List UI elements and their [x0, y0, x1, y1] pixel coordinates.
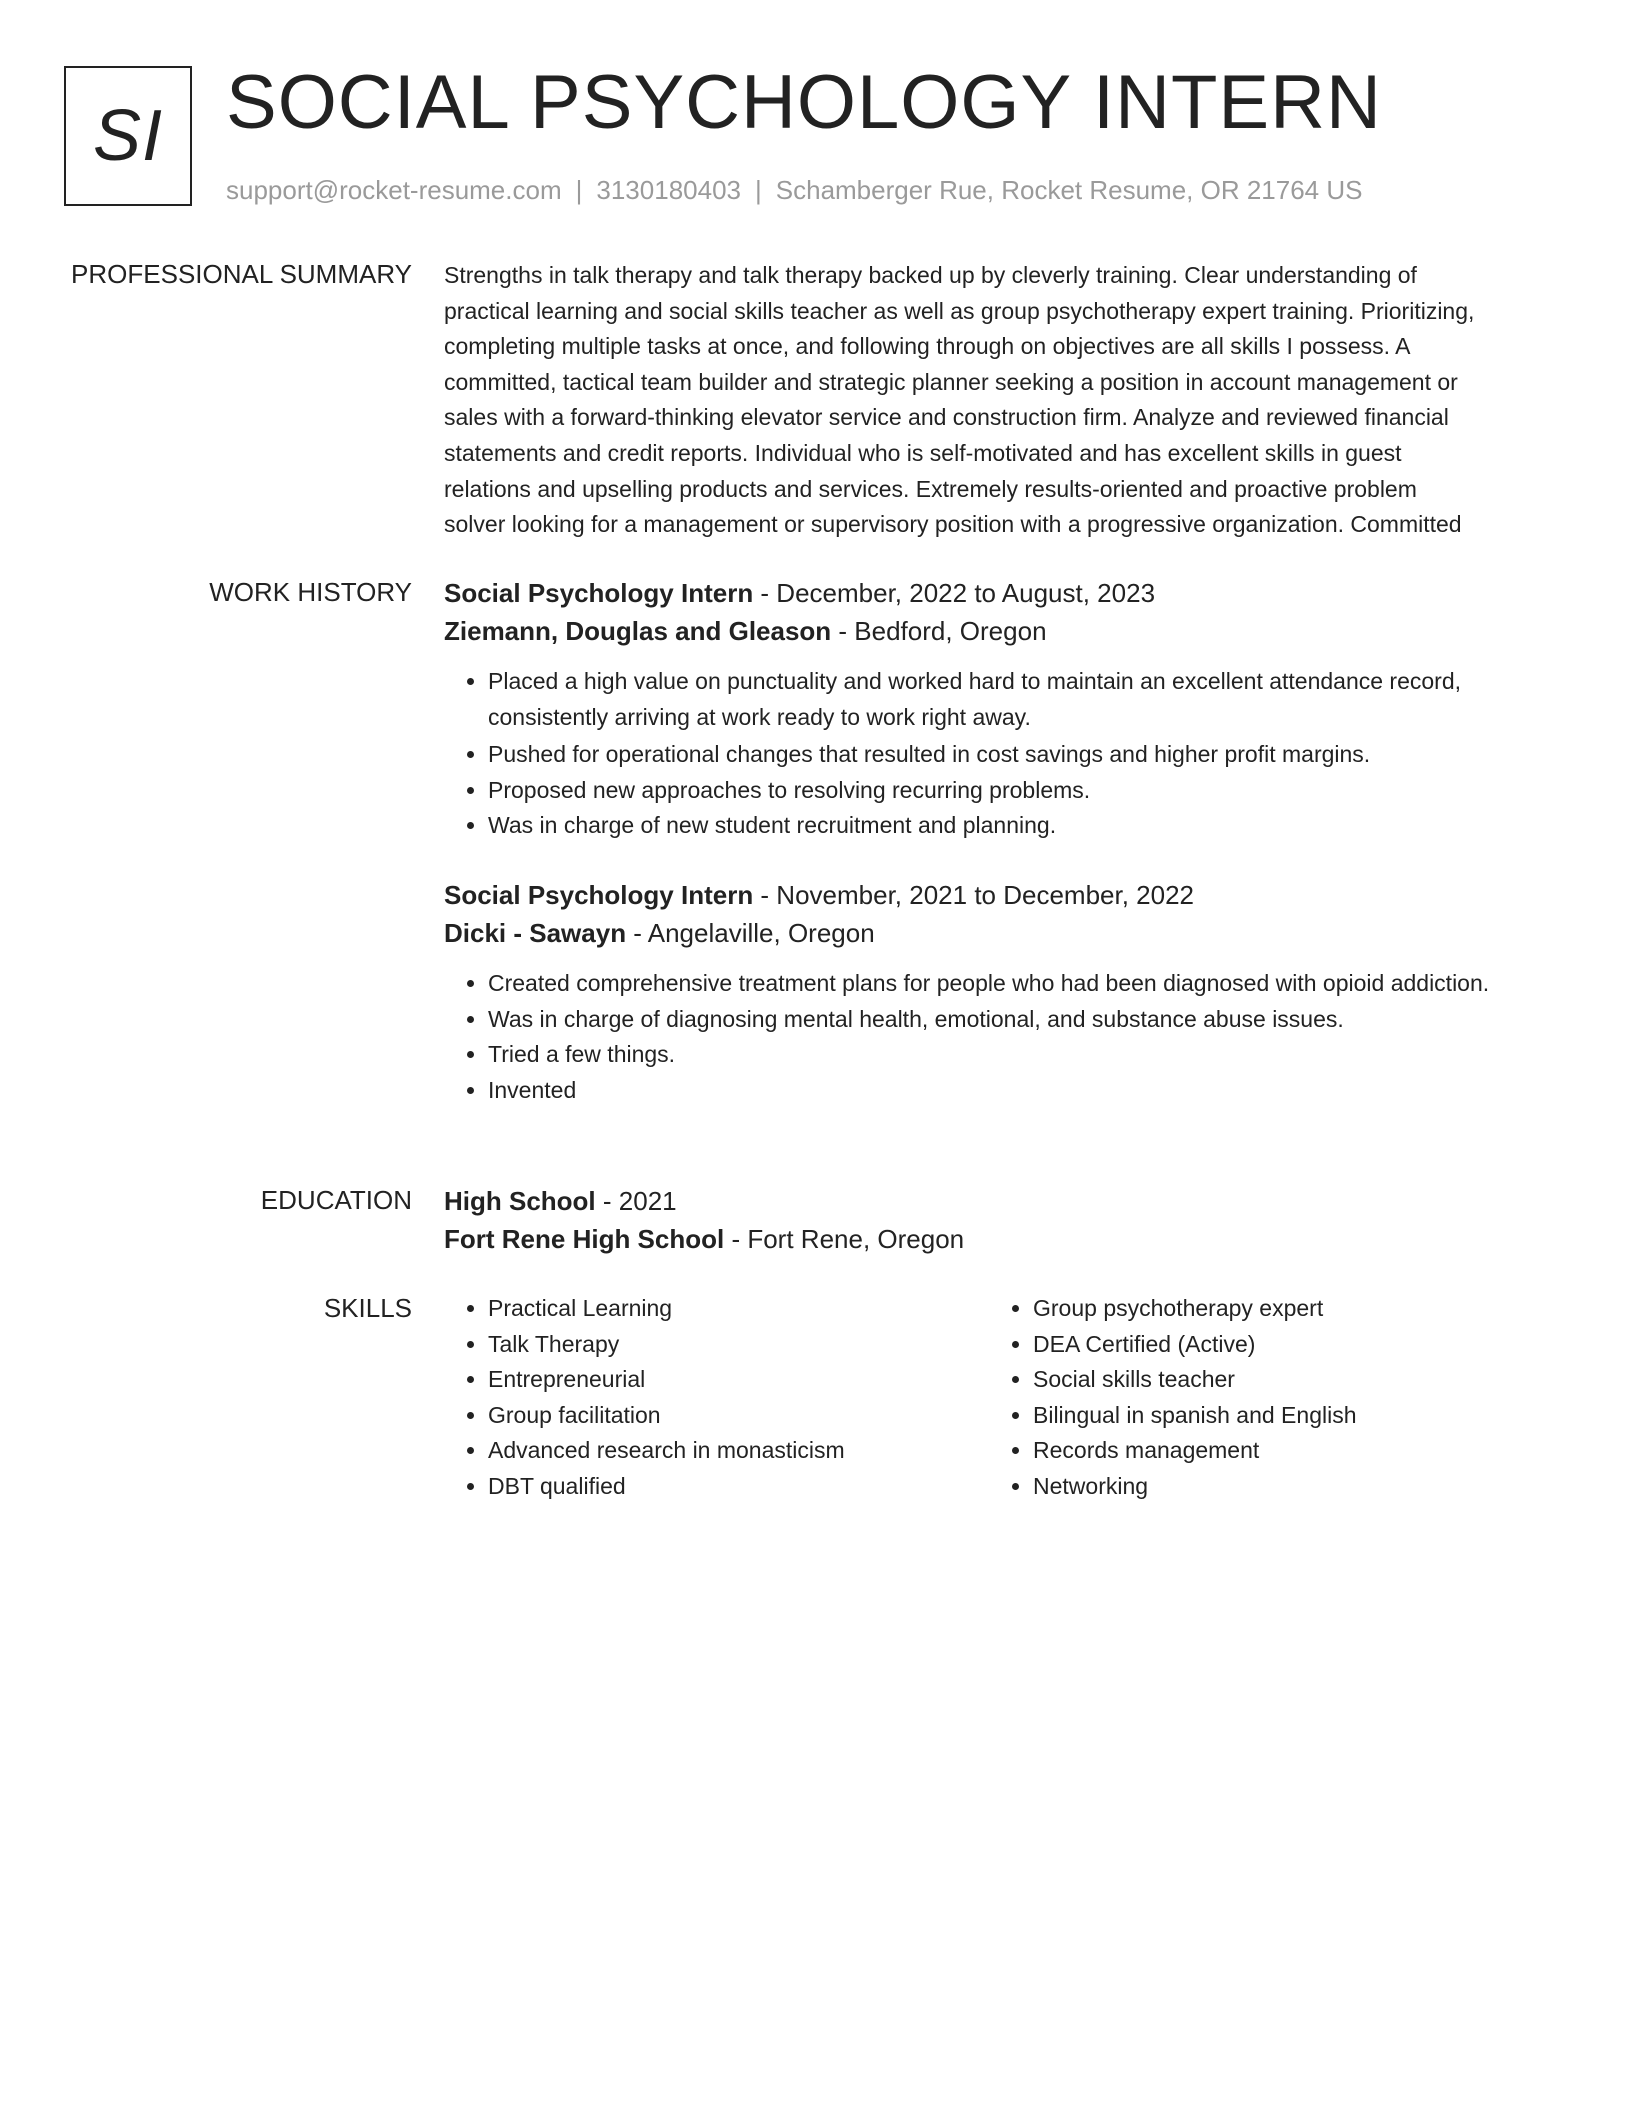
education-location: - Fort Rene, Oregon: [724, 1224, 965, 1254]
job-bullet: • Was in charge of new student recruitment and planning.: [488, 808, 1558, 844]
education-body: [444, 1182, 1558, 1258]
resume-title: SOCIAL PSYCHOLOGY INTERN: [226, 60, 1382, 145]
job-bullet: • Placed a high value on punctuality and worked hard to maintain an excellent attendance record, consistently arriving at work ready to work right away.: [488, 664, 1558, 735]
job-title-line: [444, 574, 1558, 612]
skill-item: • Entrepreneurial: [488, 1362, 989, 1398]
summary-paragraph: [444, 258, 1558, 543]
contact-separator: |: [575, 175, 583, 205]
job-bullets: [444, 664, 1558, 844]
job-company-line: [444, 612, 1558, 650]
summary-line: sales with a forward-thinking elevator service and construction firm. Analyze and reviewed financial: [444, 404, 1449, 431]
skill-item: • Talk Therapy: [488, 1327, 989, 1363]
job-bullet: • Invented: [488, 1073, 1558, 1109]
job-bullet: • Pushed for operational changes that resulted in cost savings and higher profit margins.: [488, 737, 1558, 773]
summary-line: statements and credit reports. Individual who is self-motivated and has excellent skills in guest: [444, 439, 1402, 466]
skill-item: • DEA Certified (Active): [1033, 1327, 1534, 1363]
job-title: Social Psychology Intern: [444, 578, 754, 608]
job-bullet: • Proposed new approaches to resolving recurring problems.: [488, 773, 1558, 809]
skill-item: • Records management: [1033, 1433, 1534, 1469]
summary-heading: PROFESSIONAL SUMMARY: [71, 259, 412, 289]
education-school-line: [444, 1220, 1558, 1258]
skill-item: • DBT qualified: [488, 1469, 989, 1505]
job-location: - Bedford, Oregon: [831, 616, 1047, 646]
contact-line: [226, 172, 1362, 208]
skills-list: [444, 1291, 989, 1505]
contact-address: Schamberger Rue, Rocket Resume, OR 21764 US: [775, 175, 1363, 205]
job-dates: - December, 2022 to August, 2023: [753, 578, 1156, 608]
job-company: Dicki - Sawayn: [444, 917, 627, 948]
contact-separator: |: [755, 175, 762, 205]
summary-line: relations and upselling products and services. Extremely results-oriented and proactive problem: [444, 475, 1417, 502]
skills-column-left: [444, 1291, 989, 1505]
education-degree: High School: [444, 1186, 596, 1216]
summary-line: practical learning and social skills teacher as well as group psychotherapy expert training. Prioritizing,: [444, 297, 1475, 324]
education-degree-line: [444, 1182, 1558, 1220]
job-bullets: [444, 966, 1558, 1108]
job-dates: - November, 2021 to December, 2022: [753, 879, 1195, 910]
summary-body: [444, 258, 1558, 543]
monogram-logo: [64, 66, 192, 206]
job-location: - Angelaville, Oregon: [626, 917, 875, 948]
education-year: - 2021: [595, 1186, 677, 1216]
work-history-heading: WORK HISTORY: [209, 577, 412, 607]
job-bullet: • Created comprehensive treatment plans for people who had been diagnosed with opioid addiction.: [488, 966, 1558, 1002]
skill-item: • Advanced research in monasticism: [488, 1433, 989, 1469]
summary-line: solver looking for a management or supervisory position with a progressive organization. Committed: [444, 511, 1462, 538]
contact-phone: 3130180403: [596, 175, 741, 205]
summary-line: Strengths in talk therapy and talk therapy backed up by cleverly training. Clear understanding of: [444, 262, 1417, 288]
skill-item: • Group facilitation: [488, 1398, 989, 1434]
skills-column-right: [989, 1291, 1534, 1505]
skills-body: [444, 1291, 1558, 1505]
contact-email: support@rocket-resume.com: [226, 175, 562, 205]
skill-item: • Practical Learning: [488, 1291, 989, 1327]
skill-item: • Bilingual in spanish and English: [1033, 1398, 1534, 1434]
job-entry: [444, 876, 1558, 1108]
summary-line: completing multiple tasks at once, and following through on objectives are all skills I possess. A: [444, 333, 1411, 360]
skill-item: • Social skills teacher: [1033, 1362, 1534, 1398]
job-company: Ziemann, Douglas and Gleason: [444, 616, 832, 646]
job-entry: [444, 574, 1558, 844]
skill-item: • Group psychotherapy expert: [1033, 1291, 1534, 1327]
skills-heading: SKILLS: [323, 1293, 412, 1323]
skills-list: [989, 1291, 1534, 1505]
job-company-line: [444, 914, 1558, 952]
education-school: Fort Rene High School: [444, 1224, 725, 1254]
work-history-body: [444, 574, 1558, 1108]
job-title-line: [444, 876, 1558, 914]
job-bullet: • Tried a few things.: [488, 1037, 1558, 1073]
job-title: Social Psychology Intern: [444, 879, 754, 910]
skills-grid: [444, 1291, 1558, 1505]
monogram-text: SI: [92, 96, 164, 176]
summary-line: committed, tactical team builder and strategic planner seeking a position in account management or: [444, 368, 1458, 395]
skill-item: • Networking: [1033, 1469, 1534, 1505]
education-heading: EDUCATION: [260, 1185, 412, 1215]
job-bullet: • Was in charge of diagnosing mental health, emotional, and substance abuse issues.: [488, 1002, 1558, 1038]
